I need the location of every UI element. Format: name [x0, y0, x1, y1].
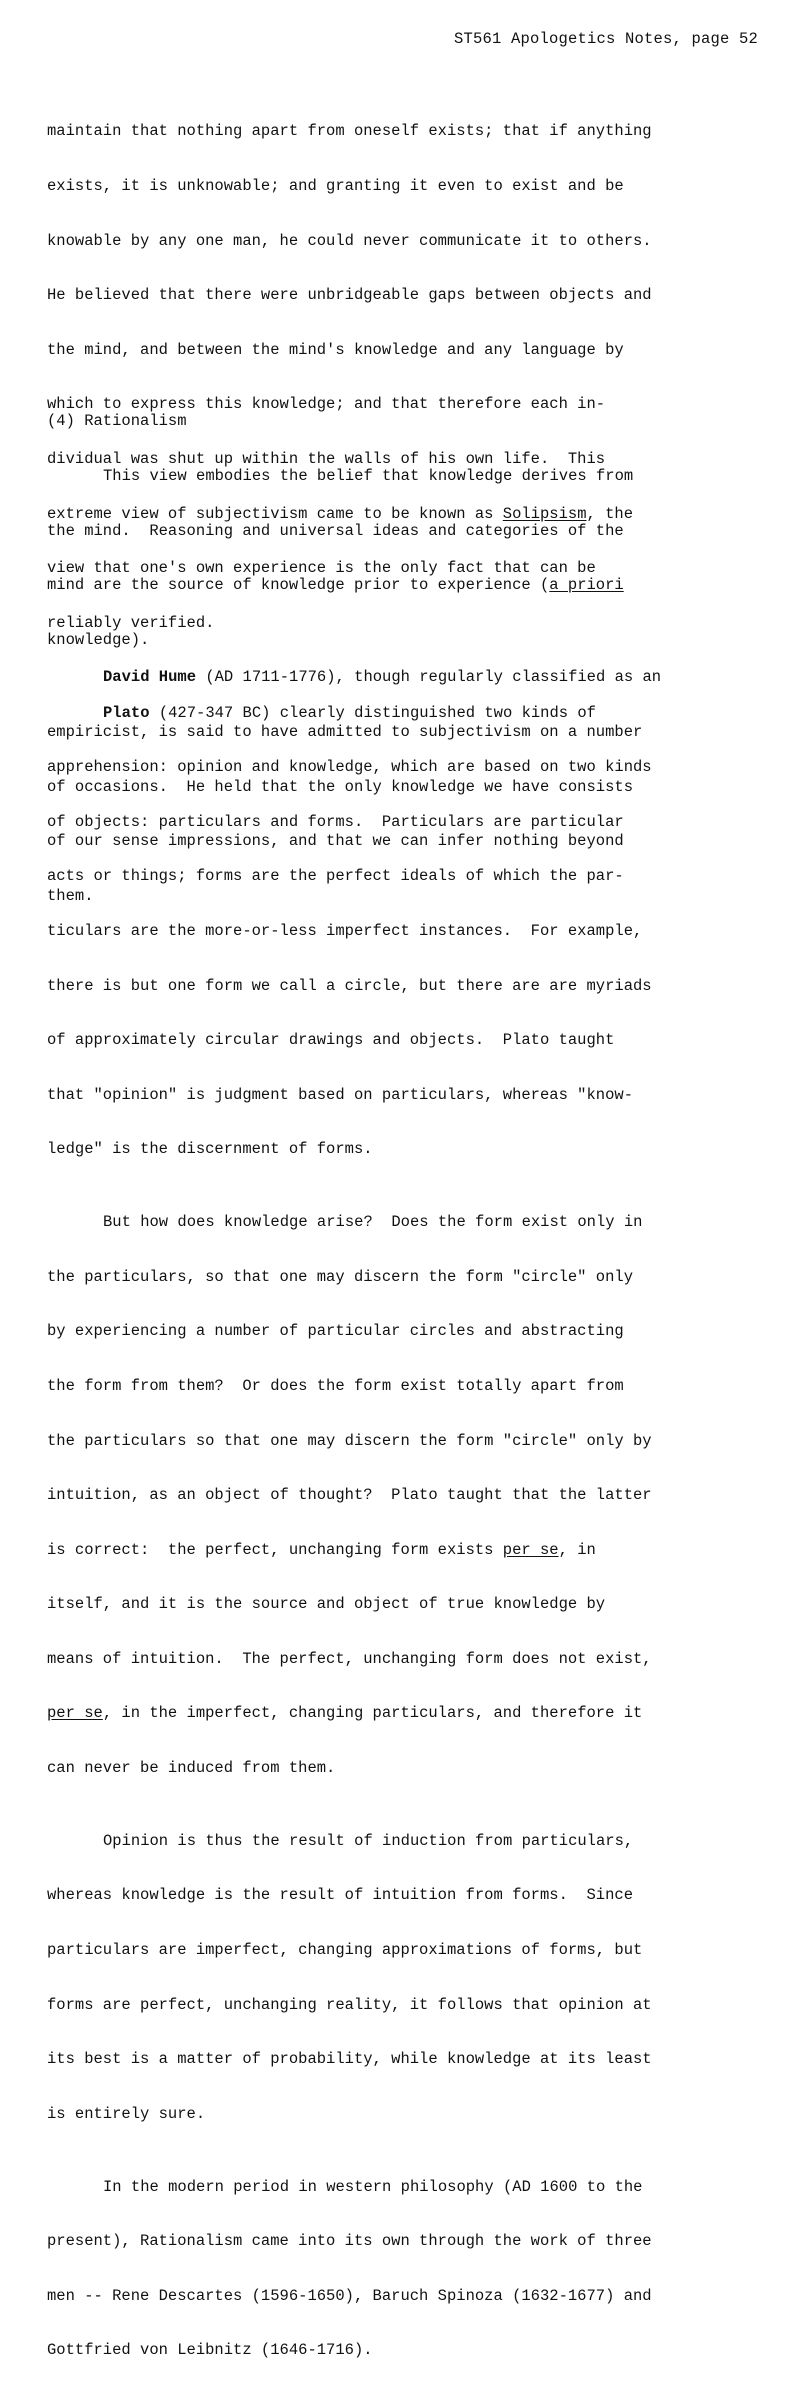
paragraph-line: apprehension: opinion and knowledge, which are based on two kinds: [47, 758, 652, 777]
paragraph-line: [47, 704, 652, 722]
term-solipsism: Solipsism: [502, 504, 587, 523]
name-plato: Plato: [103, 703, 150, 722]
text-span: (AD 1711-1776), though regularly classified as an: [196, 668, 662, 687]
paragraph-line: which to express this knowledge; and that therefore each in-: [47, 395, 606, 414]
term-per-se: per se: [47, 1704, 103, 1723]
paragraph-line: knowledge).: [47, 630, 150, 649]
paragraph-line: empiricist, is said to have admitted to subjectivism on a number: [47, 722, 643, 741]
name-david-hume: David Hume: [103, 668, 197, 687]
paragraph-line: there is but one form we call a circle, but there are are myriads: [47, 976, 652, 995]
paragraph-line: [47, 1213, 652, 1231]
paragraph-line: by experiencing a number of particular circles and abstracting: [47, 1322, 624, 1341]
paragraph-line: He believed that there were unbridgeable gaps between objects and: [47, 286, 652, 305]
paragraph-line: of occasions. He held that the only knowledge we have consists: [47, 777, 633, 796]
paragraph-line: the particulars so that one may discern the form "circle" only by: [47, 1431, 652, 1450]
paragraph-line: view that one's own experience is the only fact that can be: [47, 559, 596, 578]
text-span: Opinion is thus the result of induction from particulars,: [103, 1831, 634, 1850]
paragraph-line: [47, 467, 652, 485]
paragraph-line: itself, and it is the source and object of true knowledge by: [47, 1595, 606, 1614]
text-span: This view embodies the belief that knowledge derives from: [103, 467, 634, 485]
paragraph-line: whereas knowledge is the result of intuition from forms. Since: [47, 1886, 633, 1905]
text-span: In the modern period in western philosophy (AD 1600 to the: [103, 2177, 643, 2196]
paragraph-line: ledge" is the discernment of forms.: [47, 1140, 373, 1159]
paragraph-line: [47, 1832, 652, 1850]
paragraph-line: the form from them? Or does the form exist totally apart from: [47, 1376, 624, 1395]
paragraph-line: means of intuition. The perfect, unchanging form does not exist,: [47, 1649, 652, 1668]
text-span: , in the imperfect, changing particulars, and therefore it: [102, 1704, 643, 1723]
paragraph-line: [47, 1704, 652, 1722]
paragraph-line: them.: [47, 886, 94, 905]
paragraph-line: [47, 576, 652, 594]
paragraph-line: maintain that nothing apart from oneself exists; that if anything: [47, 122, 652, 141]
text-block-rationalism: [47, 376, 652, 2396]
paragraph-line: exists, it is unknowable; and granting it even to exist and be: [47, 177, 624, 195]
paragraph-line: particulars are imperfect, changing approximations of forms, but: [47, 1941, 643, 1960]
paragraph-line: [47, 1541, 652, 1559]
paragraph-line: the particulars, so that one may discern the form "circle" only: [47, 1267, 633, 1286]
text-span: extreme view of subjectivism came to be known as: [47, 504, 503, 523]
text-span: , in: [558, 1540, 596, 1559]
paragraph-line: ticulars are the more-or-less imperfect instances. For example,: [47, 921, 643, 940]
paragraph-line: that "opinion" is judgment based on particulars, whereas "know-: [47, 1085, 633, 1104]
paragraph-line: Gottfried von Leibnitz (1646-1716).: [47, 2341, 373, 2360]
paragraph-line: dividual was shut up within the walls of his own life. This: [47, 449, 606, 468]
paragraph-line: its best is a matter of probability, while knowledge at its least: [47, 2050, 652, 2069]
paragraph-line: [47, 2178, 652, 2196]
text-span: , the: [586, 504, 634, 523]
text-span: But how does knowledge arise? Does the form exist only in: [103, 1213, 643, 1232]
text-span: (427-347 BC) clearly distinguished two kinds of: [149, 703, 596, 722]
paragraph-line: of objects: particulars and forms. Particulars are particular: [47, 812, 624, 831]
paragraph-line: intuition, as an object of thought? Plato taught that the latter: [47, 1486, 652, 1505]
paragraph-line: the mind. Reasoning and universal ideas and categories of the: [47, 521, 624, 540]
term-per-se: per se: [502, 1540, 559, 1559]
section-heading: (4) Rationalism: [47, 412, 187, 431]
text-span: mind are the source of knowledge prior to experience (: [47, 576, 550, 595]
page-header: ST561 Apologetics Notes, page 52: [453, 30, 758, 48]
paragraph-line: forms are perfect, unchanging reality, it follows that opinion at: [47, 1995, 652, 2014]
term-a-priori: a priori: [549, 576, 624, 595]
paragraph-line: the mind, and between the mind's knowledge and any language by: [47, 340, 624, 359]
paragraph-line: acts or things; forms are the perfect ideals of which the par-: [47, 867, 624, 886]
paragraph-line: knowable by any one man, he could never communicate it to others.: [47, 231, 652, 250]
paragraph-line: men -- Rene Descartes (1596-1650), Baruch Spinoza (1632-1677) and: [47, 2286, 652, 2305]
text-span: is correct: the perfect, unchanging form exists: [47, 1540, 503, 1559]
paragraph-line: of approximately circular drawings and objects. Plato taught: [47, 1031, 615, 1050]
paragraph-line: can never be induced from them.: [47, 1759, 336, 1778]
paragraph-line: is entirely sure.: [47, 2104, 206, 2123]
paragraph-line: of our sense impressions, and that we can infer nothing beyond: [47, 832, 624, 851]
paragraph-line: present), Rationalism came into its own through the work of three: [47, 2232, 652, 2251]
paragraph-line: reliably verified.: [47, 613, 215, 632]
